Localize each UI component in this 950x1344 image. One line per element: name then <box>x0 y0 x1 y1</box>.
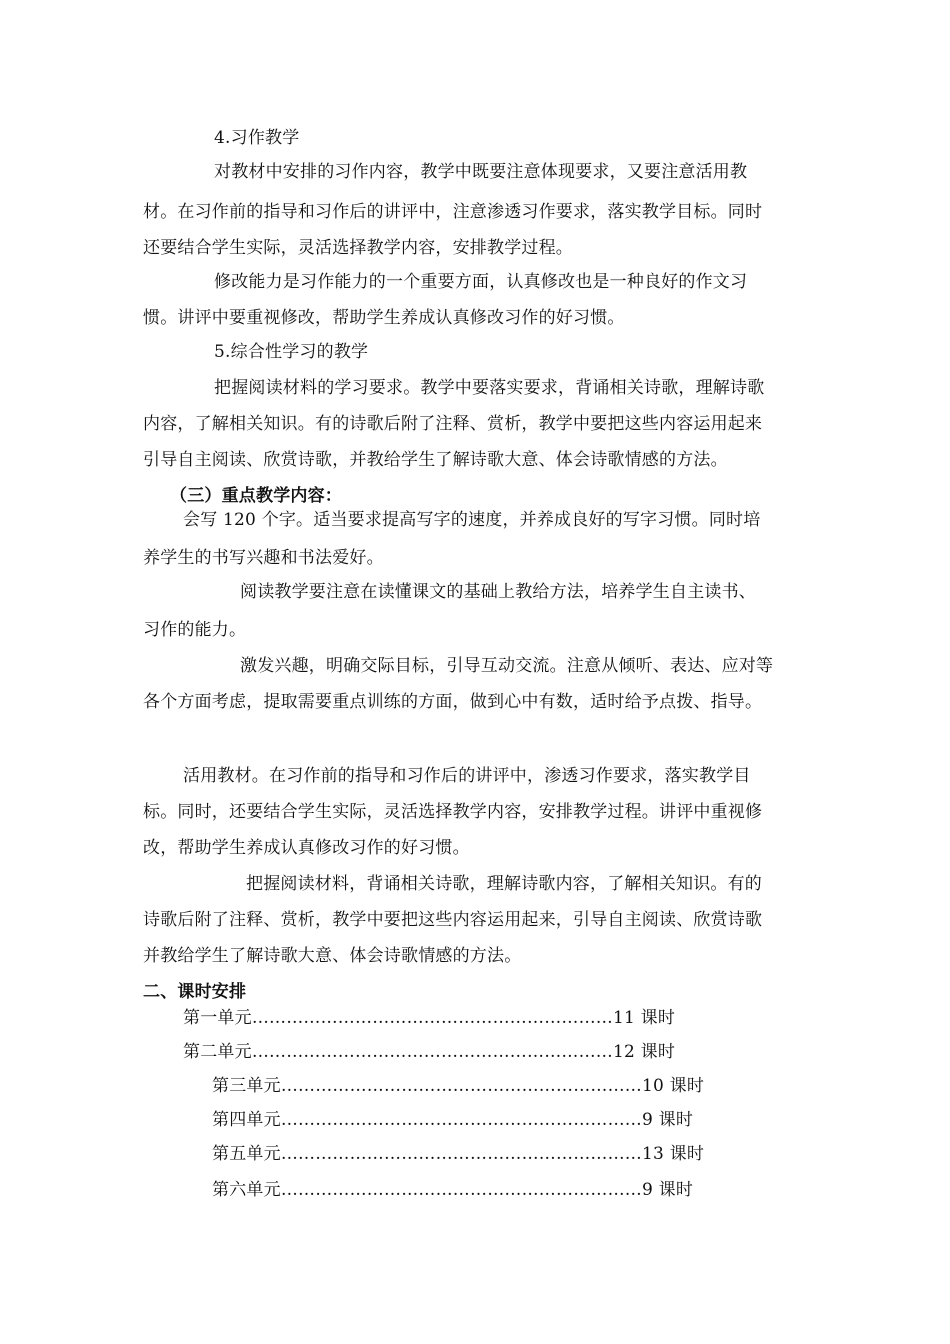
schedule-item <box>212 1074 704 1098</box>
section-5-p1-line-1: 把握阅读材料的学习要求。教学中要落实要求，背诵相关诗歌，理解诗歌 <box>214 378 765 398</box>
key-content-p5-line-2: 诗歌后附了注释、赏析，教学中要把这些内容运用起来，引导自主阅读、欣赏诗歌 <box>143 910 763 930</box>
section-5-heading: 5.综合性学习的教学 <box>214 342 369 362</box>
schedule-unit: 第一单元 <box>183 1008 252 1028</box>
section-5-p1-line-3: 引导自主阅读、欣赏诗歌，并教给学生了解诗歌大意、体会诗歌情感的方法。 <box>143 450 728 470</box>
schedule-item <box>212 1108 693 1132</box>
schedule-item <box>212 1178 693 1202</box>
schedule-unit: 第三单元 <box>212 1076 281 1096</box>
schedule-unit: 第六单元 <box>212 1180 281 1200</box>
schedule-unit: 第四单元 <box>212 1110 281 1130</box>
section-4-p2-line-1: 修改能力是习作能力的一个重要方面，认真修改也是一种良好的作文习 <box>214 272 748 292</box>
schedule-dots: ……………………………………………………… <box>251 1042 614 1062</box>
schedule-hours: 9 课时 <box>642 1180 694 1200</box>
schedule-item <box>212 1142 704 1166</box>
key-content-p4-line-3: 改，帮助学生养成认真修改习作的好习惯。 <box>143 838 470 858</box>
key-content-p4-line-2: 标。同时，还要结合学生实际，灵活选择教学内容，安排教学过程。讲评中重视修 <box>143 802 763 822</box>
schedule-heading: 二、课时安排 <box>143 982 247 1002</box>
key-content-p1-line-2: 养学生的书写兴趣和书法爱好。 <box>143 548 384 568</box>
schedule-hours: 13 课时 <box>642 1144 705 1164</box>
section-5-p1-line-2: 内容，了解相关知识。有的诗歌后附了注释、赏析，教学中要把这些内容运用起来 <box>143 414 763 434</box>
key-content-p5-line-3: 并教给学生了解诗歌大意、体会诗歌情感的方法。 <box>143 946 522 966</box>
schedule-unit: 第五单元 <box>212 1144 281 1164</box>
section-4-p1-line-2: 材。在习作前的指导和习作后的讲评中，注意渗透习作要求，落实教学目标。同时 <box>143 202 763 222</box>
section-4-p1-line-3: 还要结合学生实际，灵活选择教学内容，安排教学过程。 <box>143 238 573 258</box>
schedule-item <box>183 1040 675 1064</box>
key-content-p3-line-2: 各个方面考虑，提取需要重点训练的方面，做到心中有数，适时给予点拨、指导。 <box>143 692 763 712</box>
schedule-dots: ……………………………………………………… <box>251 1008 614 1028</box>
section-4-p1-line-1: 对教材中安排的习作内容，教学中既要注意体现要求，又要注意活用教 <box>214 162 748 182</box>
schedule-dots: ……………………………………………………… <box>280 1144 643 1164</box>
schedule-hours: 11 课时 <box>613 1008 676 1028</box>
section-4-p2-line-2: 惯。讲评中要重视修改，帮助学生养成认真修改习作的好习惯。 <box>143 308 625 328</box>
key-content-p1-line-1: 会写 120 个字。适当要求提高写字的速度，并养成良好的写字习惯。同时培 <box>183 510 761 530</box>
schedule-item <box>183 1006 675 1030</box>
schedule-hours: 12 课时 <box>613 1042 676 1062</box>
schedule-dots: ……………………………………………………… <box>280 1180 643 1200</box>
key-content-p2-line-2: 习作的能力。 <box>143 620 247 640</box>
key-content-p3-line-1: 激发兴趣，明确交际目标，引导互动交流。注意从倾听、表达、应对等 <box>240 656 774 676</box>
schedule-dots: ……………………………………………………… <box>280 1076 643 1096</box>
schedule-hours: 9 课时 <box>642 1110 694 1130</box>
key-content-heading: （三）重点教学内容： <box>170 486 342 506</box>
section-4-heading: 4.习作教学 <box>214 128 300 148</box>
key-content-p2-line-1: 阅读教学要注意在读懂课文的基础上教给方法，培养学生自主读书、 <box>240 582 756 602</box>
key-content-p5-line-1: 把握阅读材料，背诵相关诗歌，理解诗歌内容，了解相关知识。有的 <box>246 874 762 894</box>
key-content-p4-line-1: 活用教材。在习作前的指导和习作后的讲评中，渗透习作要求，落实教学目 <box>183 766 751 786</box>
schedule-hours: 10 课时 <box>642 1076 705 1096</box>
schedule-unit: 第二单元 <box>183 1042 252 1062</box>
schedule-dots: ……………………………………………………… <box>280 1110 643 1130</box>
